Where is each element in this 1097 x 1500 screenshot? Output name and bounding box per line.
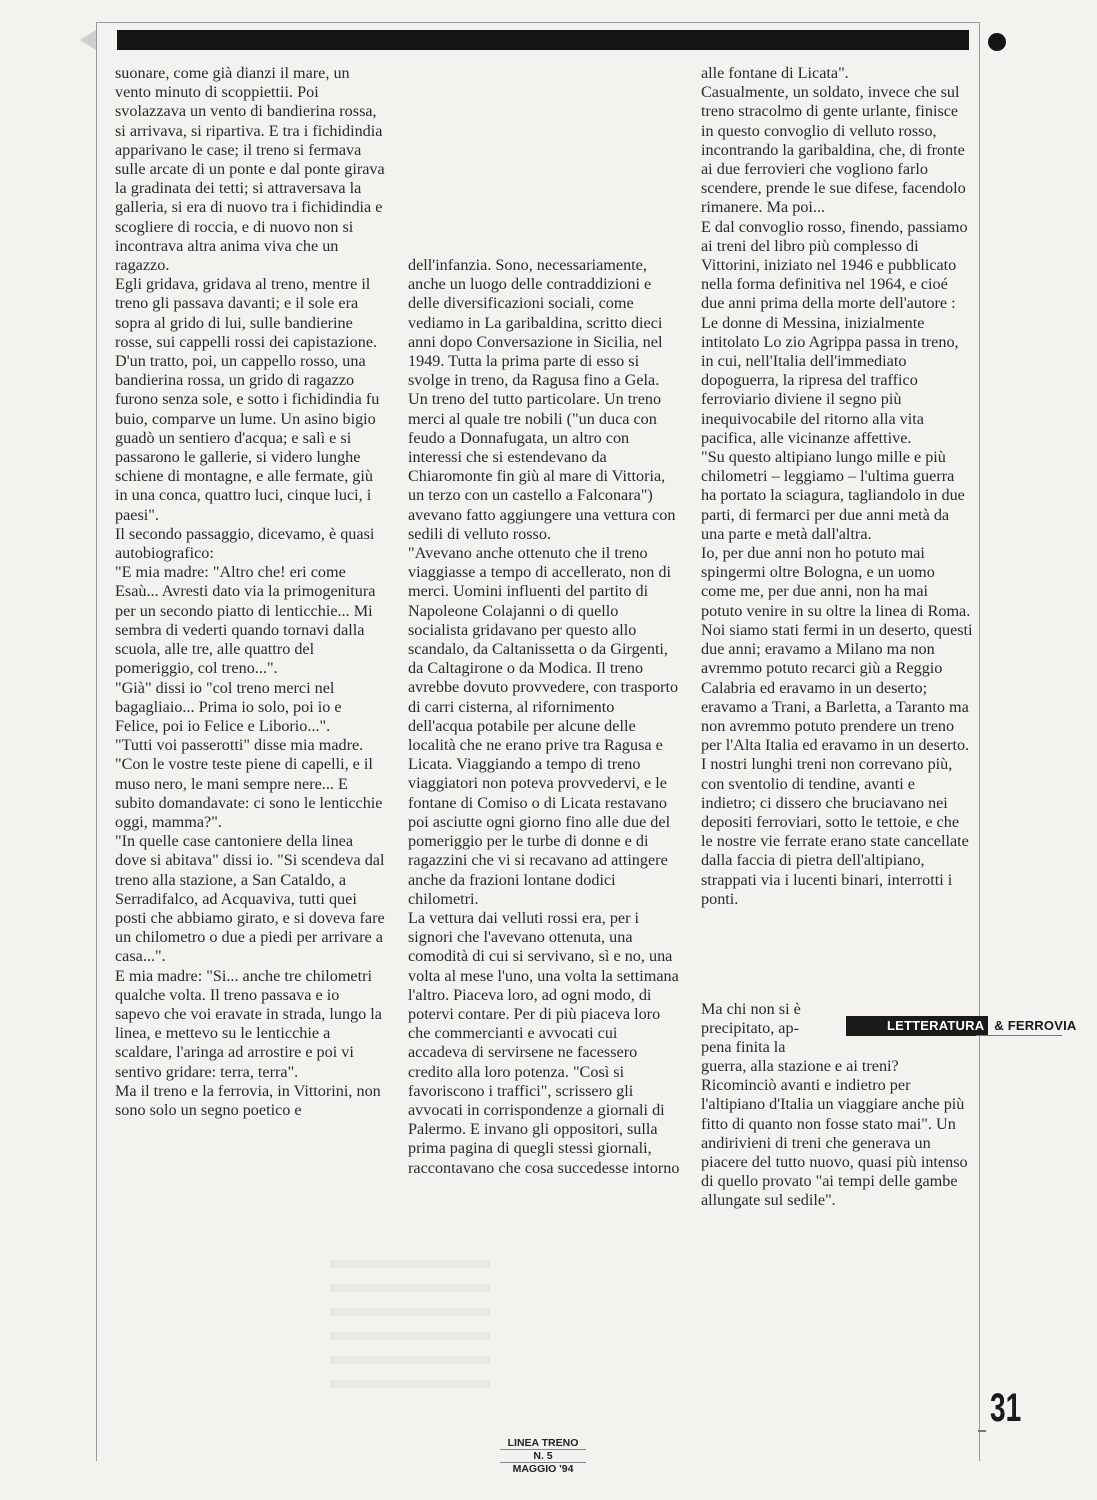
- paragraph: E dal convoglio rosso, finendo, passiamo ai treni del libro più complesso di Vittorini, iniziato nel 1946 e pubblicato nella forma definitiva nel 1964, e cioé due anni prima della morte dell'autore : Le donne di Messina, inizialmente intitolato Lo zio Agrippa passa in treno, in cui, nell'Italia dell'immediato dopoguerra, la ripresa del traffico ferroviario diviene il segno più inequivocabile del ritorno alla vita pacifica, alle vicinanze affettive.: [701, 217, 968, 447]
- text-column-3-tail: [701, 1057, 973, 1211]
- paragraph: "E mia madre: "Altro che! eri come Esaù... Avresti dato via la primogenitura per un secondo piatto di lenticchie... Mi sembra di vederti quando tornavi dalla scuola, alle tre, alle quattro del pomeriggio, col treno...".: [115, 563, 376, 678]
- text-column-2: [408, 256, 680, 1178]
- paragraph: suonare, come già dianzi il mare, un vento minuto di scoppiettii. Poi svolazzava un vento di bandierina rossa, si arrivava, si ripartiva. E tra i fichidindia apparivano le case; il treno si fermava sulle arcate di un ponte e dal ponte girava la gradinata dei tetti; si attraversava la galleria, si era di nuovo tra i fichidindia e scogliere di roccia, e di nuovo non si incontrava altra anima viva che un ragazzo.: [115, 64, 385, 275]
- paragraph: "In quelle case cantoniere della linea dove si abitava" dissi io. "Si scendeva dal treno alla stazione, a San Cataldo, a Serradifalco, ad Acquaviva, tutti quei posti che abbiamo girato, e si doveva fare un chilometro o due a piedi per arrivare a casa...".: [115, 832, 385, 966]
- paragraph: E mia madre: "Si... anche tre chilometri qualche volta. Il treno passava e io sapevo che voi eravate in strada, lungo la linea, e mettevo su le lenticchie a scaldare, l'aringa ad arrostire e poi vi sentivo gridare: terra, terra".: [115, 966, 382, 1081]
- footer-magazine: LINEA TRENO: [500, 1437, 586, 1450]
- paragraph: Egli gridava, gridava al treno, mentre il treno gli passava davanti; e il sole era sopra al grido di lui, sulle bandierine rosse, sui cappelli rossi dei capistazione.: [115, 275, 378, 351]
- paragraph: "Già" dissi io "col treno merci nel bagagliaio... Prima io solo, poi io e Felice, poi io Felice e Liborio...".: [115, 678, 342, 735]
- paragraph: Ma il treno e la ferrovia, in Vittorini, non sono solo un segno poetico e: [115, 1081, 381, 1119]
- text-column-1: [115, 64, 387, 1120]
- paragraph: Io, per due anni non ho potuto mai spingermi oltre Bologna, e un uomo come me, per due anni, non ha mai potuto venire in su oltre la linea di Roma. Noi siamo stati fermi in un deserto, questi due anni; eravamo a Milano ma non avremmo potuto recarci giù a Reggio Calabria ed eravamo in un deserto; eravamo a Trani, a Barletta, a Taranto ma non avremmo potuto prendere un treno per l'Alta Italia ed eravamo in un deserto. I nostri lunghi treni non correvano più, con sventolio di tendine, avanti e indietro; ci dissero che bruciavano nei depositi ferroviari, sotto le tettoie, e che le nostre vie ferrate erano state cancellate dalla faccia di pietra dell'altipiano, strappati via i lucenti binari, interrotti i ponti.: [701, 544, 973, 908]
- text-column-3: [701, 64, 973, 909]
- footer-date: MAGGIO '94: [512, 1463, 574, 1475]
- section-tag-right: & FERROVIA: [988, 1016, 1080, 1036]
- header-bar: [117, 30, 969, 50]
- paragraph: La vettura dai velluti rossi era, per i signori che l'avevano ottenuta, una comodità di cui si servivano, sì e no, una volta al mese l'uno, una volta la settimana l'altro. Piaceva loro, ad ogni modo, di potervi contare. Per di più piaceva loro che commercianti e avvocati cui accadeva di servirsene ne facessero credito alla loro potenza. "Così si favoriscono i traffici", scrissero gli avvocati in corrispondenze a giornali di Palermo. E invano gli oppositori, sulla prima pagina di quegli stessi giornali, raccontavano che cosa succedesse intorno: [408, 908, 680, 1177]
- bullet-icon: [988, 33, 1006, 51]
- text-column-3-wrap: [701, 1000, 846, 1058]
- arrow-icon: [80, 30, 96, 50]
- paragraph: alle fontane di Licata".: [701, 64, 849, 82]
- divider: [978, 1430, 986, 1432]
- section-tag-left: LETTERATURA: [846, 1016, 988, 1036]
- show-through-texture: [330, 1260, 490, 1400]
- divider: [976, 1035, 1062, 1036]
- footer-issue: N. 5: [500, 1450, 586, 1463]
- paragraph: D'un tratto, poi, un cappello rosso, una bandierina rossa, un grido di ragazzo furono senza sole, e sotto i fichidindia fu buio, comparve un lume. Un asino bigio guadò un sentiero d'acqua; e salì e si passarono le gallerie, si videro lunghe schiene di montagne, e alle fermate, giù in una conca, quattro luci, cinque luci, i paesi".: [115, 352, 380, 524]
- paragraph: "Avevano anche ottenuto che il treno viaggiasse a tempo di accellerato, non di merci. Uomini influenti del partito di Napoleone Colajanni o di quello socialista gridavano per questo allo scandalo, da Caltanissetta o da Girgenti, da Caltagirone o da Modica. Il treno avrebbe dovuto provvedere, con trasporto di carri cisterna, al rifornimento dell'acqua potabile per alcune delle località che ne erano prive tra Ragusa e Licata. Viaggiando a tempo di treno viaggiatori non poteva provvedervi, e le fontane di Comiso o di Licata restavano poi asciutte ogni giorno fino alle due del pomeriggio per le turbe di donne e di ragazzini che vi si recavano ad attingere anche da frazioni lontane dodici chilometri.: [408, 544, 679, 908]
- paragraph: Ma chi non si è precipitato, ap- pena finita la: [701, 1000, 801, 1057]
- paragraph: "Tutti voi passerotti" disse mia madre. "Con le vostre teste piene di capelli, e il muso nero, le mani sempre nere... E subito domandavate: ci sono le lenticchie oggi, mamma?".: [115, 736, 383, 831]
- footer: [500, 1437, 586, 1475]
- paragraph: Il secondo passaggio, dicevamo, è quasi autobiografico:: [115, 524, 375, 563]
- section-tag: [846, 1016, 1080, 1036]
- paragraph: guerra, alla stazione e ai treni? Ricominciò avanti e indietro per l'altipiano d'Italia un viaggiare anche più fitto di quanto non fosse stato mai". Un andirivieni di treni che generava un piacere del tutto nuovo, quasi più intenso di quello provato "ai tempi delle gambe allungate sul sedile".: [701, 1057, 968, 1210]
- paragraph: "Su questo altipiano lungo mille e più chilometri – leggiamo – l'ultima guerra ha portato la sciagura, tagliandolo in due parti, di fermarci per due anni metà da una parte e metà dall'altra.: [701, 448, 965, 543]
- page-number: 31: [990, 1386, 1022, 1430]
- paragraph: dell'infanzia. Sono, necessariamente, anche un luogo delle contraddizioni e delle diversificazioni sociali, come vediamo in La garibaldina, scritto dieci anni dopo Conversazione in Sicilia, nel 1949. Tutta la prima parte di esso si svolge in treno, da Ragusa fino a Gela. Un treno del tutto particolare. Un treno merci al quale tre nobili ("un duca con feudo a Donnafugata, un altro con interessi che si estendevano da Chiaromonte fin giù al mare di Vittoria, un terzo con un castello a Falconara") avevano fatto aggiungere una vettura con sedili di velluto rosso.: [408, 256, 676, 543]
- paragraph: Casualmente, un soldato, invece che sul treno stracolmo di gente urlante, finisce in questo convoglio di velluto rosso, incontrando la garibaldina, che, di fronte ai due ferrovieri che vogliono farlo scendere, prende le sue difese, facendolo rimanere. Ma poi...: [701, 83, 966, 217]
